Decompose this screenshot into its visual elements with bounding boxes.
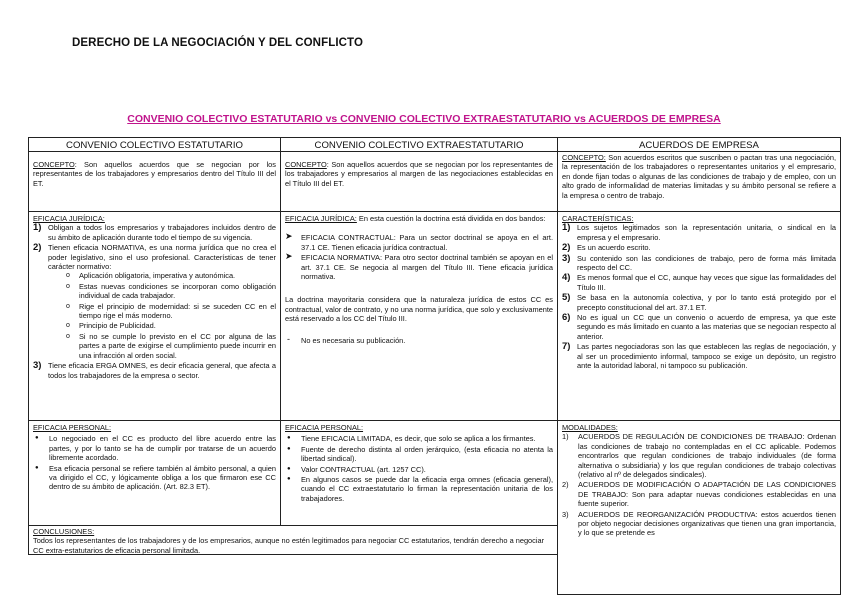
section-label: MODALIDADES: [562, 423, 618, 432]
concepto-label: CONCEPTO [285, 160, 327, 169]
col1-eficacia-personal [28, 420, 281, 526]
comparison-table [28, 137, 841, 595]
section-label: CONCLUSIONES: [33, 527, 95, 536]
col2-eficacia-personal [280, 420, 558, 526]
list-item: - No es necesaria su publicación. [285, 336, 553, 345]
list-item: ➤ EFICACIA NORMATIVA: Para otro sector doctrinal también se apoyan en el art. 37.1 CE. Se negocia al margen del Título III. Tiene eficacia jurídica normativa. [285, 253, 553, 281]
document-title: DERECHO DE LA NEGOCIACIÓN Y DEL CONFLICTO [72, 37, 363, 49]
list-item: 3) ACUERDOS DE REORGANIZACIÓN PRODUCTIVA: estos acuerdos tienen por objeto negociar decisiones organizativas que tienen una gran importancia, y lo que se pretende es [562, 509, 836, 538]
col1-eficacia-juridica [28, 211, 281, 421]
list-item: o Rige el principio de modernidad: si se suceden CC en el tiempo rige el más moderno. [66, 302, 276, 321]
concepto-label: CONCEPTO: [562, 153, 606, 162]
list-item: o Aplicación obligatoria, imperativa y autonómica. [66, 271, 276, 280]
list-item: ➤ EFICACIA CONTRACTUAL: Para un sector doctrinal se apoya en el art. 37.1 CE. Tienen eficacia jurídica contractual. [285, 233, 553, 252]
list-item: ● Esa eficacia personal se refiere también al ámbito personal, a quien va dirigido el CC, y lógicamente obliga a los que firmaron ese CC dentro de su ámbito de aplicación. (Art. 82.3 ET). [33, 464, 276, 492]
col2-eficacia-juridica [280, 211, 558, 421]
list-item: ● Valor CONTRACTUAL (art. 1257 CC). [285, 465, 553, 474]
col2-concepto [280, 151, 558, 212]
header-extraestatutario: CONVENIO COLECTIVO EXTRAESTATUTARIO [280, 137, 558, 152]
list-item: 2) Es un acuerdo escrito. [562, 242, 651, 254]
list-item: ● Lo negociado en el CC es producto del libre acuerdo entre las partes, y por lo tanto se ha de cumplir por tratarse de un acuerdo libremente acordado. [33, 434, 276, 462]
doctrina-mayoritaria: La doctrina mayoritaria considera que la naturaleza jurídica de estos CC es contractual, valor de contrato, y no una norma jurídica, que solo y exclusivamente está reservado a los CC del Título III. [285, 295, 553, 324]
list-item: 1) Los sujetos legitimados son la representación unitaria, o sindical en la empresa y el empresario. [562, 222, 836, 242]
list-item: 6) No es igual un CC que un convenio o acuerdo de empresa, ya que este segundo es más limitado en cuanto a las materias que se negocian respecto al anterior. [562, 312, 836, 341]
list-item: ● En algunos casos se puede dar la eficacia erga omnes (eficacia general), cuando el CC extraestatutario lo firman la representación unitaria de los trabajadores. [285, 475, 553, 503]
section-label: EFICACIA PERSONAL: [285, 423, 364, 432]
list-item: 4) Es menos formal que el CC, aunque hay veces que sigue las formalidades del Título III. [562, 272, 836, 292]
section-label: EFICACIA JURÍDICA: [33, 214, 105, 223]
section-label: CARACTERÍSTICAS: [562, 214, 634, 223]
section-label: EFICACIA PERSONAL: [33, 423, 112, 432]
list-item: ● Fuente de derecho distinta al orden jerárquico, (esta eficacia no atenta la libertad sindical). [285, 445, 553, 464]
col3-concepto [557, 151, 841, 212]
list-item: 1) Obligan a todos los empresarios y trabajadores incluidos dentro de su ámbito de aplicación durante todo el tiempo de su vigencia. [33, 222, 276, 242]
col1-concepto [28, 151, 281, 212]
header-acuerdos-empresa: ACUERDOS DE EMPRESA [557, 137, 841, 152]
list-item: o Principio de Publicidad. [66, 321, 276, 330]
concepto-text: : Son aquellos acuerdos que se negocian por los representantes de los trabajadores y empresarios al margen de las negociaciones establecidas en el Título III del ET. [285, 160, 553, 188]
list-item: 3) Tiene eficacia ERGA OMNES, es decir eficacia general, que afecta a todos los trabajadores de la empresa o sector. [33, 360, 276, 380]
concepto-text: : Son aquellos acuerdos que se negocian por los representantes de los trabajadores y empresarios dentro del Título III del ET. [33, 160, 276, 188]
list-item: 1) ACUERDOS DE REGULACIÓN DE CONDICIONES DE TRABAJO: Ordenan las condiciones de trabajo no contempladas en el CC aplicable. Podemos encontrarlos que regulan condiciones de trabajo individuales (de forma alternativa o subsidiaria) y los que regulan condiciones de trabajo colectivas (relativo al nº de delegados sindicales). [562, 432, 836, 480]
list-item: ● Tiene EFICACIA LIMITADA, es decir, que solo se aplica a los firmantes. [285, 434, 553, 443]
col3-caracteristicas [557, 211, 841, 421]
list-item: 3) Su contenido son las condiciones de trabajo, pero de forma más limitada respecto del CC. [562, 252, 836, 273]
list-item: 2) Tienen eficacia NORMATIVA, es una norma jurídica que no crea el poder legislativo, sino el uso profesional. Características de tener carácter normativo: o Aplicación obligatoria, imperativa y autonómica. o Estas nuevas condiciones se incorporan como obligación individual de cada trabajador. o Rige el principio de modernidad: si se suceden CC en el tiempo rige el más moderno. o Principio de Publicidad. o Si no se cumple lo previsto en el CC por alguna de las partes a parte de exigirse el cumplimiento puede incurrir en una infracción al orden social. [33, 243, 276, 360]
concepto-text: Son acuerdos escritos que suscriben o pactan tras una negociación, la representación de los trabajadores o representantes unitarios y el empresario, en donde fijan todas o algunas de las condiciones de trabajo y de empleo, con un alto grado de informalidad de materias limitadas y su ámbito personal se refiere a la empresa o centro de trabajo. [562, 153, 836, 200]
concepto-label: CONCEPTO [33, 160, 75, 169]
header-estatutario: CONVENIO COLECTIVO ESTATUTARIO [28, 137, 281, 152]
list-item: o Estas nuevas condiciones se incorporan como obligación individual de cada trabajador. [66, 282, 276, 301]
list-item: 5) Se basa en la autonomía colectiva, y por lo tanto está protegido por el precepto constitucional del art. 37.1 ET. [562, 292, 836, 312]
list-item: 7) Las partes negociadoras son las que establecen las reglas de negociación, y al ser un procedimiento informal, tampoco se exige un depósito, un registro ante la autoridad laboral, ni tampoco su publicación. [562, 341, 836, 371]
conclusiones [28, 525, 558, 555]
section-intro: EFICACIA JURÍDICA: En esta cuestión la doctrina está dividida en dos bandos: [285, 214, 546, 223]
conclusiones-text: Todos los representantes de los trabajadores y de los empresarios, aunque no estén legitimados para negociar CC estatutarios, tendrán derecho a negociar CC extra-estatutarios de eficacia personal limitada. [33, 536, 545, 555]
list-item: 2) ACUERDOS DE MODIFICACIÓN O ADAPTACIÓN DE LAS CONDICIONES DE TRABAJO: Son para adaptar nuevas condiciones establecidas en una fuente superior. [562, 480, 836, 509]
list-item: o Si no se cumple lo previsto en el CC por alguna de las partes a parte de exigirse el cumplimiento puede incurrir en una infracción al orden social. [66, 332, 276, 360]
section-label: EFICACIA JURÍDICA: [285, 214, 357, 223]
main-title: CONVENIO COLECTIVO ESTATUTARIO vs CONVENIO COLECTIVO EXTRAESTATUTARIO vs ACUERDOS DE EMPRESA [127, 113, 721, 125]
col3-modalidades [557, 420, 841, 595]
